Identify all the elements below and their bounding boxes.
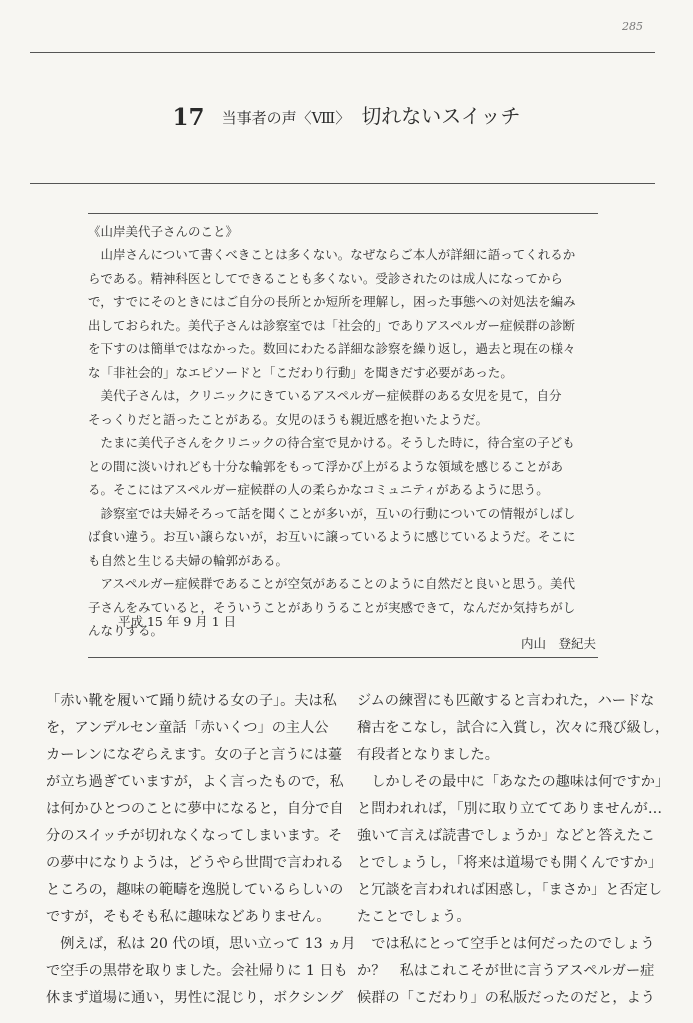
- body-line: 例えば，私は 20 代の頃，思い立って 13 ヵ月: [46, 936, 356, 952]
- body-line: 分のスイッチが切れなくなってしまいます。そ: [46, 828, 343, 844]
- body-line: では私にとって空手とは何だったのでしょう: [357, 936, 655, 952]
- commentary-heading: 《山岸美代子さんのこと》: [88, 224, 239, 239]
- body-line: ところの，趣味の範疇を逸脱しているらしいの: [46, 882, 344, 898]
- body-line: と問われれば，「別に取り立ててありませんが…: [357, 801, 663, 817]
- body-line: の夢中になりようは，どうやら世間で言われる: [46, 855, 344, 871]
- body-line: か？ 私はこれこそが世に言うアスペルガー症: [357, 963, 655, 979]
- chapter-title: [0, 100, 693, 131]
- body-line: 強いて言えば読書でしょうか」などと答えたこ: [357, 828, 655, 844]
- commentary-box: [88, 213, 598, 658]
- body-line: 候群の「こだわり」の私版だったのだと，よう: [357, 990, 655, 1006]
- body-line: ですが，そもそも私に趣味などありません。: [46, 909, 331, 925]
- commentary-line: る。そこにはアスペルガー症候群の人の柔らかなコミュニティがあるように思う。: [88, 482, 549, 497]
- commentary-line: も自然と生じる夫婦の輪郭がある。: [88, 552, 289, 568]
- body-line: は何かひとつのことに夢中になると，自分で自: [46, 801, 344, 817]
- commentary-line: んなりする。: [88, 623, 164, 638]
- body-line: しかしその最中に「あなたの趣味は何ですか」: [357, 774, 670, 790]
- commentary-body: [88, 243, 598, 643]
- body-line: とでしょうし，「将来は道場でも開くんですか」: [357, 855, 663, 871]
- commentary-line: な「非社会的」なエピソードと「こだわり行動」を聞きだす必要があった。: [88, 364, 513, 380]
- body-line: が立ち過ぎていますが，よく言ったもので，私: [46, 774, 344, 790]
- page-number: 285: [622, 20, 643, 33]
- header-rule: [30, 52, 655, 53]
- commentary-line: 山岸さんについて書くべきことは多くない。なぜならご本人が詳細に語ってくれるか: [88, 247, 576, 262]
- body-line: ジムの練習にも匹敵すると言われた，ハードな: [357, 693, 655, 709]
- body-line: たことでしょう。: [357, 909, 471, 925]
- commentary-line: アスペルガー症候群であることが空気があることのように自然だと良いと思う。美代: [88, 576, 576, 591]
- commentary-author: 内山 登紀夫: [520, 636, 596, 651]
- commentary-line: らである。精神科医としてできることも多くない。受診されたのは成人になってから: [88, 270, 563, 286]
- body-line: 稽古をこなし，試合に入賞し，次々に飛び級し，: [357, 720, 670, 736]
- commentary-line: 診察室では夫婦そろって話を聞くことが多いが，互いの行動についての情報がしばし: [88, 505, 576, 521]
- body-line: 休まず道場に通い，男性に混じり，ボクシング: [46, 990, 344, 1006]
- commentary-line: との間に淡いけれども十分な輪郭をもって浮かび上がるような領域を感じることがあ: [88, 458, 564, 474]
- commentary-date: 平成 15 年 9 月 1 日: [118, 614, 237, 629]
- body-line: 「赤い靴を履いて踊り続ける女の子」。夫は私: [46, 693, 337, 709]
- body-line: を，アンデルセン童話「赤いくつ」の主人公: [46, 720, 329, 736]
- commentary-line: そっくりだと語ったことがある。女児のほうも親近感を抱いたようだ。: [88, 411, 489, 427]
- commentary-line: たまに美代子さんをクリニックの待合室で見かける。そうした時に，待合室の子ども: [88, 435, 575, 450]
- body-column-right: [357, 688, 670, 1012]
- chapter-main-title: 切れないスイッチ: [361, 104, 521, 128]
- body-line: 有段者となりました。: [357, 747, 499, 763]
- commentary-line: 出しておられた。美代子さんは診察室では「社会的」でありアスペルガー症候群の診断: [88, 317, 576, 333]
- commentary-line: を下すのは簡単ではなかった。数回にわたる詳細な診察を繰り返し，過去と現在の様々: [88, 341, 576, 356]
- commentary-line: で，すでにそのときにはご自分の長所とか短所を理解し，困った事態への対処法を編み: [88, 294, 576, 309]
- chapter-number: 17: [172, 104, 205, 131]
- body-line: カーレンになぞらえます。女の子と言うには薹: [46, 747, 343, 763]
- chapter-prefix: 当事者の声〈Ⅷ〉: [221, 109, 351, 127]
- body-line: で空手の黒帯を取りました。会社帰りに 1 日も: [46, 963, 348, 979]
- commentary-line: 美代子さんは，クリニックにきているアスペルガー症候群のある女児を見て，自分: [88, 388, 562, 403]
- title-rule: [30, 183, 655, 184]
- commentary-line: ば食い違う。お互い譲らないが，お互いに譲っているように感じているようだ。そこに: [88, 529, 576, 544]
- body-line: と冗談を言われれば困惑し，「まさか」と否定し: [357, 882, 663, 898]
- body-column-left: [46, 688, 356, 1012]
- commentary-line: 子さんをみていると，そういうことがありうることが実感できて，なんだか気持ちがし: [88, 599, 576, 615]
